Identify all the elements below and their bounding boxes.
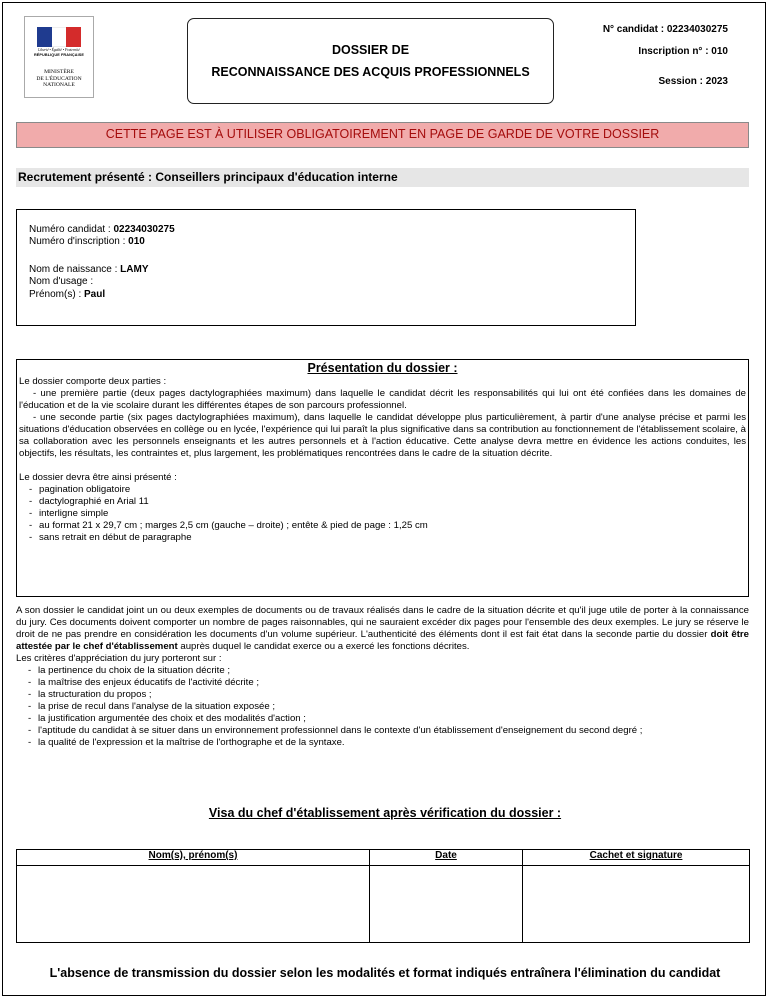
list-item: - au format 21 x 29,7 cm ; marges 2,5 cm (gauche – droite) ; entête & pied de page : 1,25 cm xyxy=(27,520,748,532)
visa-name-cell[interactable] xyxy=(17,866,370,943)
criteria-list xyxy=(26,665,749,749)
visa-col-signature: Cachet et signature xyxy=(523,850,750,866)
title-line-1: DOSSIER DE xyxy=(331,43,410,57)
visa-table xyxy=(16,849,750,943)
list-item: - la pertinence du choix de la situation décrite ; xyxy=(26,665,749,677)
presentation-part-1: - une première partie (deux pages dactylographiées maximum) dans laquelle le candidat décrit les responsabilités qui lui ont été confiées dans les domaines de l'éducation et de la vie scolaire durant les différentes étapes de son parcours professionnel. xyxy=(19,388,746,411)
attachment-instructions xyxy=(16,605,749,749)
identity-candidate-number: Numéro candidat : 02234030275 xyxy=(29,224,175,235)
title-line-2: RECONNAISSANCE DES ACQUIS PROFESSIONNELS xyxy=(211,65,530,79)
logo-ministry: MINISTÈRE DE L'ÉDUCATION NATIONALE xyxy=(36,69,82,88)
header-session: Session : 2023 xyxy=(658,76,728,87)
mandatory-cover-banner: CETTE PAGE EST À UTILISER OBLIGATOIREMENT EN PAGE DE GARDE DE VOTRE DOSSIER xyxy=(16,122,749,148)
identity-box xyxy=(16,209,636,326)
format-intro: Le dossier devra être ainsi présenté : xyxy=(19,472,177,483)
presentation-part-2: - une seconde partie (six pages dactylographiées maximum), dans laquelle le candidat développe plus particulièrement, à partir d'une analyse précise et parmi les situations d'éducation observées en collège ou en lycée, l'expérience qui lui paraît la plus significative dans sa contribution au fonctionnement de l'établissement scolaire, à sa collaboration avec les personnels enseignants et les autres personnels et à l'action éducative. Cette analyse devra mettre en évidence les actions conduites, les objectifs, les résultats, les contraintes et, plus largement, les problématiques rencontrées dans le cadre de la situation décrite. xyxy=(19,412,746,459)
french-flag-icon xyxy=(37,27,81,47)
format-list xyxy=(27,484,748,544)
list-item: - la maîtrise des enjeux éducatifs de l'activité décrite ; xyxy=(26,677,749,689)
recruitment-heading: Recrutement présenté : Conseillers principaux d'éducation interne xyxy=(16,168,749,187)
identity-first-name: Prénom(s) : Paul xyxy=(29,289,106,300)
criteria-intro: Les critères d'appréciation du jury porteront sur : xyxy=(16,653,222,664)
visa-signature-cell[interactable] xyxy=(523,866,750,943)
identity-inscription-number: Numéro d'inscription : 010 xyxy=(29,236,145,247)
document-title xyxy=(187,18,554,104)
list-item: - la prise de recul dans l'analyse de la situation exposée ; xyxy=(26,701,749,713)
logo-motto: Liberté • Égalité • Fraternité xyxy=(38,48,80,52)
presentation-box xyxy=(16,359,749,597)
identity-birth-name: Nom de naissance : LAMY xyxy=(29,264,149,275)
list-item: - l'aptitude du candidat à se situer dans un environnement professionnel dans le contexte d'un établissement d'enseignement du second degré ; xyxy=(26,725,749,737)
presentation-intro: Le dossier comporte deux parties : xyxy=(19,376,167,387)
identity-usage-name: Nom d'usage : xyxy=(29,276,94,287)
list-item: - dactylographié en Arial 11 xyxy=(27,496,748,508)
list-item: - la qualité de l'expression et la maîtrise de l'orthographe et de la syntaxe. xyxy=(26,737,749,749)
list-item: - pagination obligatoire xyxy=(27,484,748,496)
visa-col-date: Date xyxy=(370,850,523,866)
logo-republic: RÉPUBLIQUE FRANÇAISE xyxy=(33,53,85,57)
list-item: - sans retrait en début de paragraphe xyxy=(27,532,748,544)
list-item: - interligne simple xyxy=(27,508,748,520)
header-inscription-number: Inscription n° : 010 xyxy=(638,46,728,57)
list-item: - la structuration du propos ; xyxy=(26,689,749,701)
attachment-paragraph: A son dossier le candidat joint un ou deux exemples de documents ou de travaux réalisés dans le cadre de la situation décrite et qu'il juge utile de porter à la connaissance du jury. Ces documents doivent comporter un nombre de pages raisonnables, qui ne sauraient excéder dix pages pour l'ensemble des deux exemples. Le jury se réserve le droit de ne pas prendre en considération les documents d'un volume supérieur. L'authenticité des éléments dont il est fait état dans la seconde partie du dossier doit être attestée par le chef d'établissement auprès duquel le candidat exerce ou a exercé les fonctions décrites. xyxy=(16,605,749,652)
ministry-logo xyxy=(24,16,94,98)
presentation-title: Présentation du dossier : xyxy=(307,361,458,375)
header-candidate-number: N° candidat : 02234030275 xyxy=(602,24,728,35)
list-item: - la justification argumentée des choix et des modalités d'action ; xyxy=(26,713,749,725)
visa-title: Visa du chef d'établissement après vérification du dossier : xyxy=(208,806,562,820)
footer-warning: L'absence de transmission du dossier selon les modalités et format indiqués entraînera l'élimination du candidat xyxy=(49,966,721,980)
visa-col-name: Nom(s), prénom(s) xyxy=(17,850,370,866)
visa-date-cell[interactable] xyxy=(370,866,523,943)
